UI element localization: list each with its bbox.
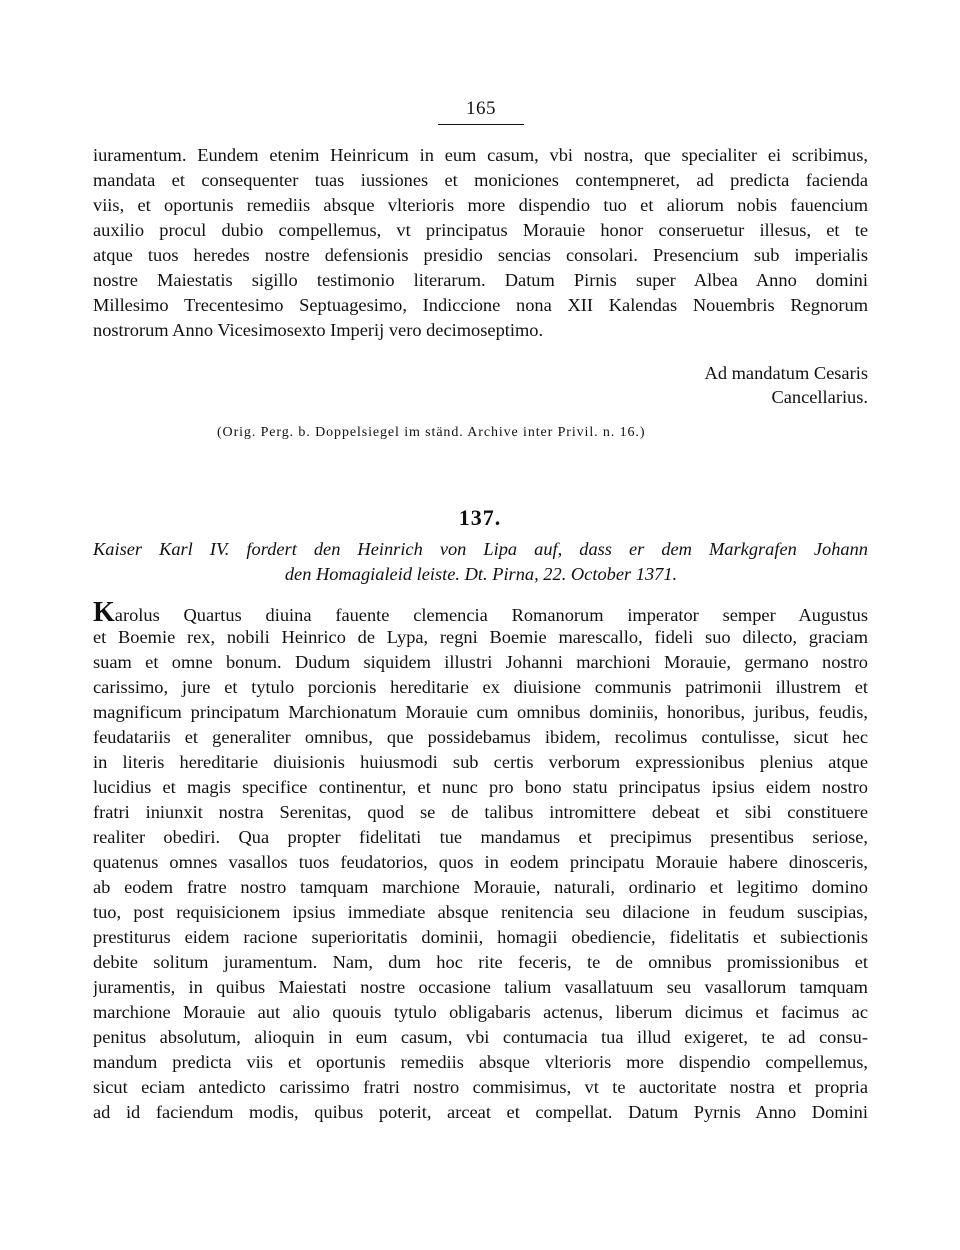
text-line: in literis hereditarie diuisionis huiusmodi sub certis verborum expressionibus plenius atque (93, 752, 868, 772)
page-number: 165 (466, 98, 496, 119)
signature-line: Ad mandatum Cesaris (704, 363, 868, 383)
text-line: ad id faciendum modis, quibus poterit, arceat et compellat. Datum Pyrnis Anno Domini (93, 1102, 868, 1122)
text-line: ab eodem fratre nostro tamquam marchione Morauie, naturali, ordinario et legitimo domino (93, 877, 868, 897)
text-line: tuo, post requisicionem ipsius immediate absque renitencia seu dilacione in feudum suscipias, (93, 902, 868, 922)
text-line: nostrorum Anno Vicesimosexto Imperij vero decimoseptimo. (93, 320, 544, 340)
text-line: mandum predicta viis et oportunis remediis absque vlterioris more dispendio compellemus, (93, 1052, 868, 1072)
text-line: et Boemie rex, nobili Heinrico de Lypa, regni Boemie marescallo, fideli suo dilecto, graciam (93, 627, 868, 647)
text-line: prestiturus eidem racione superioritatis dominii, homagii obediencie, fidelitatis et subiectionis (93, 927, 868, 947)
document-number: 137. (458, 505, 502, 530)
text-line: feudatariis et generaliter omnibus, que possidebamus ibidem, recolimus contulisse, sicut hec (93, 727, 868, 747)
text-line: carissimo, jure et tytulo porcionis hereditarie ex diuisione communis patrimonii illustrem et (93, 677, 868, 697)
continued-text-block (93, 143, 868, 343)
text-line: atque tuos heredes nostre defensionis presidio sencias consolari. Presencium sub imperialis (93, 245, 868, 265)
text-line: penitus absolutum, alioquin in eum casum, vbi contumacia tua illud exigeret, te ad consu- (93, 1027, 868, 1047)
text-line: fratri iniunxit nostra Serenitas, quod se de talibus intromittere debeat et sibi constituere (93, 802, 868, 822)
signature-line: Cancellarius. (771, 387, 868, 407)
text-line: nostre Maiestatis sigillo testimonio literarum. Datum Pirnis super Albea Anno domini (93, 270, 868, 290)
text-line: auxilio procul dubio compellemus, vt principatus Morauie honor conseruetur illesus, et te (93, 220, 868, 240)
text-line: mandata et consequenter tuas iussiones et moniciones contempneret, ad predicta facienda (93, 170, 868, 190)
text-line: Millesimo Trecentesimo Septuagesimo, Indiccione nona XII Kalendas Nouembris Regnorum (93, 295, 868, 315)
source-note: (Orig. Perg. b. Doppelsiegel im ständ. Archive inter Privil. n. 16.) (217, 425, 646, 440)
text-line-first (93, 600, 868, 625)
drop-cap: K (93, 600, 115, 625)
document-heading: den Homagialeid leiste. Dt. Pirna, 22. October 1371. (284, 564, 678, 584)
text-line: realiter obediri. Qua propter fidelitati tue mandamus et precipimus presentibus seriose, (93, 827, 868, 847)
text-line: juramentis, in quibus Maiestati nostre occasione talium vasallatuum seu vasallorum tamquam (93, 977, 868, 997)
document-heading: Kaiser Karl IV. fordert den Heinrich von Lipa auf, dass er dem Markgrafen Johann (93, 539, 868, 559)
text-line: viis, et oportunis remediis absque vlterioris more dispendio tuo et aliorum nobis fauencium (93, 195, 868, 215)
charter-text-block (93, 600, 868, 1125)
page-number-rule (438, 124, 524, 125)
text-line: sicut eciam antedicto carissimo fratri nostro commisimus, vt te auctoritate nostra et propria (93, 1077, 868, 1097)
text-line: suam et omne bonum. Dudum siquidem illustri Johanni marchioni Morauie, germano nostro (93, 652, 868, 672)
text-line: magnificum principatum Marchionatum Morauie cum omnibus dominiis, honoribus, juribus, feudis, (93, 702, 868, 722)
text-line: lucidius et magis specifice continentur, et nunc pro bono statu principatus ipsius eidem nostro (93, 777, 868, 797)
text-line: debite solitum juramentum. Nam, dum hoc rite feceris, te de omnibus promissionibus et (93, 952, 868, 972)
first-line-text: arolus Quartus diuina fauente clemencia Romanorum imperator semper Augustus (114, 605, 868, 625)
text-line: iuramentum. Eundem etenim Heinricum in eum casum, vbi nostra, que specialiter ei scribimus, (93, 145, 868, 165)
text-line: marchione Morauie aut alio quouis tytulo obligabaris actenus, liberum dicimus et facimus ac (93, 1002, 868, 1022)
text-line: quatenus omnes vasallos tuos feudatorios, quos in eodem principatu Morauie habere dinosceris, (93, 852, 868, 872)
